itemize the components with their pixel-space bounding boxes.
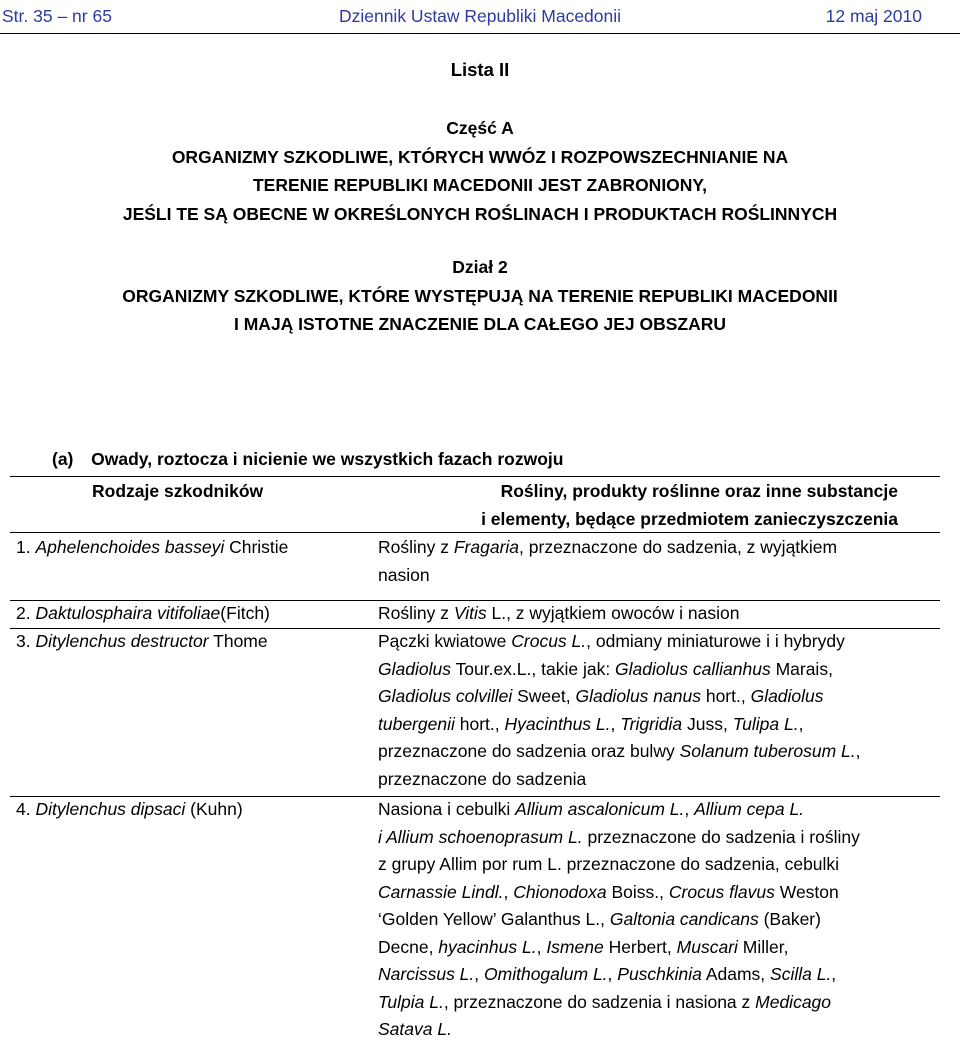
text-run: (Kuhn)	[185, 799, 243, 819]
italic-text: Chionodoxa	[513, 881, 607, 902]
italic-text: Allium ascalonicum L.	[515, 799, 685, 819]
description-line	[378, 711, 938, 739]
text-run: hort.,	[700, 686, 751, 706]
italic-text: Gladiolus colvillei	[378, 686, 513, 706]
section-heading	[52, 449, 563, 470]
pest-name	[16, 796, 243, 824]
text-run: hort.,	[454, 713, 505, 734]
text-run: ,	[610, 713, 621, 734]
description-line	[378, 934, 938, 962]
header-bottom-rule	[10, 532, 940, 533]
text-run: , przeznaczone do sadzenia, z wyjątkiem	[519, 537, 838, 557]
text-run: Miller,	[737, 936, 789, 957]
italic-text: Medicago	[755, 991, 832, 1012]
text-run: Rośliny z	[378, 537, 454, 557]
description-line	[378, 906, 938, 934]
column-header-pests: Rodzaje szkodników	[92, 481, 264, 501]
part-title-line: TERENIE REPUBLIKI MACEDONII JEST ZABRONIONY,	[252, 175, 708, 195]
italic-text: Muscari	[676, 936, 738, 957]
pest-name	[16, 534, 288, 562]
text-run: Thome	[208, 631, 268, 651]
italic-text: Narcissus L.	[378, 964, 475, 984]
plant-description	[378, 600, 938, 628]
page-header	[0, 0, 960, 34]
division-title: Dział 2	[452, 257, 508, 277]
text-run: przeznaczone do sadzenia	[378, 768, 587, 789]
text-run: Rośliny z	[378, 603, 454, 623]
text-run: Pączki kwiatowe	[378, 631, 512, 651]
text-run: ,	[831, 964, 837, 984]
column-header-plants-line: i elementy, będące przedmiotem zanieczyszczenia	[481, 509, 898, 529]
description-line	[378, 628, 938, 656]
plant-description	[378, 796, 938, 1044]
italic-text: Satava L.	[378, 1019, 452, 1039]
description-line	[378, 824, 938, 852]
italic-text: Aphelenchoides basseyi	[35, 537, 225, 557]
italic-text: Ditylenchus dipsaci	[35, 799, 186, 819]
description-line	[378, 534, 938, 562]
text-run: Juss,	[682, 713, 733, 734]
journal-title: Dziennik Ustaw Republiki Macedonii	[338, 6, 622, 26]
text-run: ,	[855, 741, 861, 761]
division-title-line: ORGANIZMY SZKODLIWE, KTÓRE WYSTĘPUJĄ NA TERENIE REPUBLIKI MACEDONII	[122, 285, 838, 306]
text-run: ,	[474, 964, 485, 984]
text-run: ,	[798, 713, 804, 734]
description-line	[378, 656, 938, 684]
part-title: Część A	[446, 118, 514, 138]
description-line	[378, 961, 938, 989]
italic-text: Fragaria	[453, 537, 520, 557]
text-run: , przeznaczone do sadzenia i nasiona z	[443, 991, 756, 1012]
text-run: ‘Golden Yellow’ Galanthus L.,	[378, 909, 610, 929]
description-line	[378, 989, 938, 1017]
text-run: 4.	[16, 799, 36, 819]
text-run: przeznaczone do sadzenia i rośliny	[582, 826, 860, 847]
italic-text: Ditylenchus destructor	[35, 631, 209, 651]
issue-date: 12 maj 2010	[825, 6, 922, 26]
text-run: Adams,	[701, 964, 771, 984]
part-title-line: ORGANIZMY SZKODLIWE, KTÓRYCH WWÓZ I ROZPOWSZECHNIANIE NA	[171, 146, 789, 167]
text-run: Christie	[224, 537, 289, 557]
italic-text: tubergenii	[378, 713, 455, 734]
text-run: Boiss.,	[606, 881, 669, 902]
italic-text: Carnassie Lindl.	[378, 881, 504, 902]
description-line	[378, 600, 938, 628]
plant-description	[378, 534, 938, 589]
text-run: , odmiany miniaturowe i i hybrydy	[586, 631, 845, 651]
italic-text: Puschkinia	[617, 964, 702, 984]
italic-text: Vitis	[453, 603, 487, 623]
column-header-plants-line: Rośliny, produkty roślinne oraz inne substancje	[500, 481, 898, 501]
text-run: ,	[503, 881, 514, 902]
text-run: Nasiona i cebulki	[378, 799, 516, 819]
description-line	[378, 879, 938, 907]
text-run: przeznaczone do sadzenia oraz bulwy	[378, 741, 680, 761]
plant-description	[378, 628, 938, 793]
italic-text: Gladiolus	[378, 658, 451, 679]
text-run: ,	[684, 799, 695, 819]
text-run: 1.	[16, 537, 36, 557]
italic-text: hyacinhus L.	[438, 936, 537, 957]
italic-text: Solanum tuberosum L.	[679, 741, 856, 761]
list-title	[0, 56, 960, 85]
text-run: 3.	[16, 631, 36, 651]
division-title-block	[0, 253, 960, 339]
text-run: ,	[607, 964, 618, 984]
text-run: Sweet,	[512, 686, 576, 706]
italic-text: Crocus flavus	[668, 881, 775, 902]
text-run: nasion	[378, 564, 430, 585]
column-header-plants	[378, 477, 898, 533]
text-run: ,	[536, 936, 547, 957]
text-run: (Fitch)	[220, 603, 270, 623]
page-number: Str. 35 – nr 65	[2, 6, 112, 26]
text-run: Weston	[774, 881, 839, 902]
text-run: Decne,	[378, 936, 439, 957]
description-line	[378, 562, 938, 590]
description-line	[378, 738, 938, 766]
section-heading-text: Owady, roztocza i nicienie we wszystkich fazach rozwoju	[91, 449, 564, 469]
italic-text: Crocus L.	[511, 631, 587, 651]
section-label: (a)	[52, 449, 74, 469]
italic-text: i Allium schoenoprasum L.	[378, 826, 583, 847]
description-line	[378, 1016, 938, 1044]
text-run: Herbert,	[603, 936, 677, 957]
description-line	[378, 851, 938, 879]
italic-text: Daktulosphaira vitifoliae	[35, 603, 221, 623]
text-run: z grupy Allim por rum L. przeznaczone do sadzenia, cebulki	[378, 854, 840, 874]
text-run: (Baker)	[758, 909, 821, 929]
text-run: L., z wyjątkiem owoców i nasion	[486, 603, 740, 623]
text-run: Marais,	[770, 658, 833, 679]
text-run: Tour.ex.L., takie jak:	[450, 658, 616, 679]
division-title-line: I MAJĄ ISTOTNE ZNACZENIE DLA CAŁEGO JEJ OBSZARU	[234, 314, 726, 334]
italic-text: Allium cepa L.	[694, 799, 805, 819]
italic-text: Omithogalum L.	[484, 964, 608, 984]
pest-name	[16, 600, 270, 628]
description-line	[378, 796, 938, 824]
italic-text: Tulpia L.	[378, 991, 444, 1012]
description-line	[378, 683, 938, 711]
italic-text: Scilla L.	[770, 964, 832, 984]
italic-text: Hyacinthus L.	[504, 713, 611, 734]
italic-text: Tulipa L.	[732, 713, 799, 734]
part-title-line: JEŚLI TE SĄ OBECNE W OKREŚLONYCH ROŚLINACH I PRODUKTACH ROŚLINNYCH	[122, 203, 838, 224]
text-run: 2.	[16, 603, 36, 623]
italic-text: Galtonia candicans	[609, 909, 759, 929]
pest-name	[16, 628, 268, 656]
italic-text: Ismene	[546, 936, 604, 957]
list-title-text: Lista II	[450, 59, 510, 80]
part-title-block	[0, 114, 960, 228]
italic-text: Gladiolus	[750, 686, 824, 706]
italic-text: Trigridia	[620, 713, 683, 734]
italic-text: Gladiolus nanus	[575, 686, 701, 706]
description-line	[378, 766, 938, 794]
italic-text: Gladiolus callianhus	[615, 658, 771, 679]
